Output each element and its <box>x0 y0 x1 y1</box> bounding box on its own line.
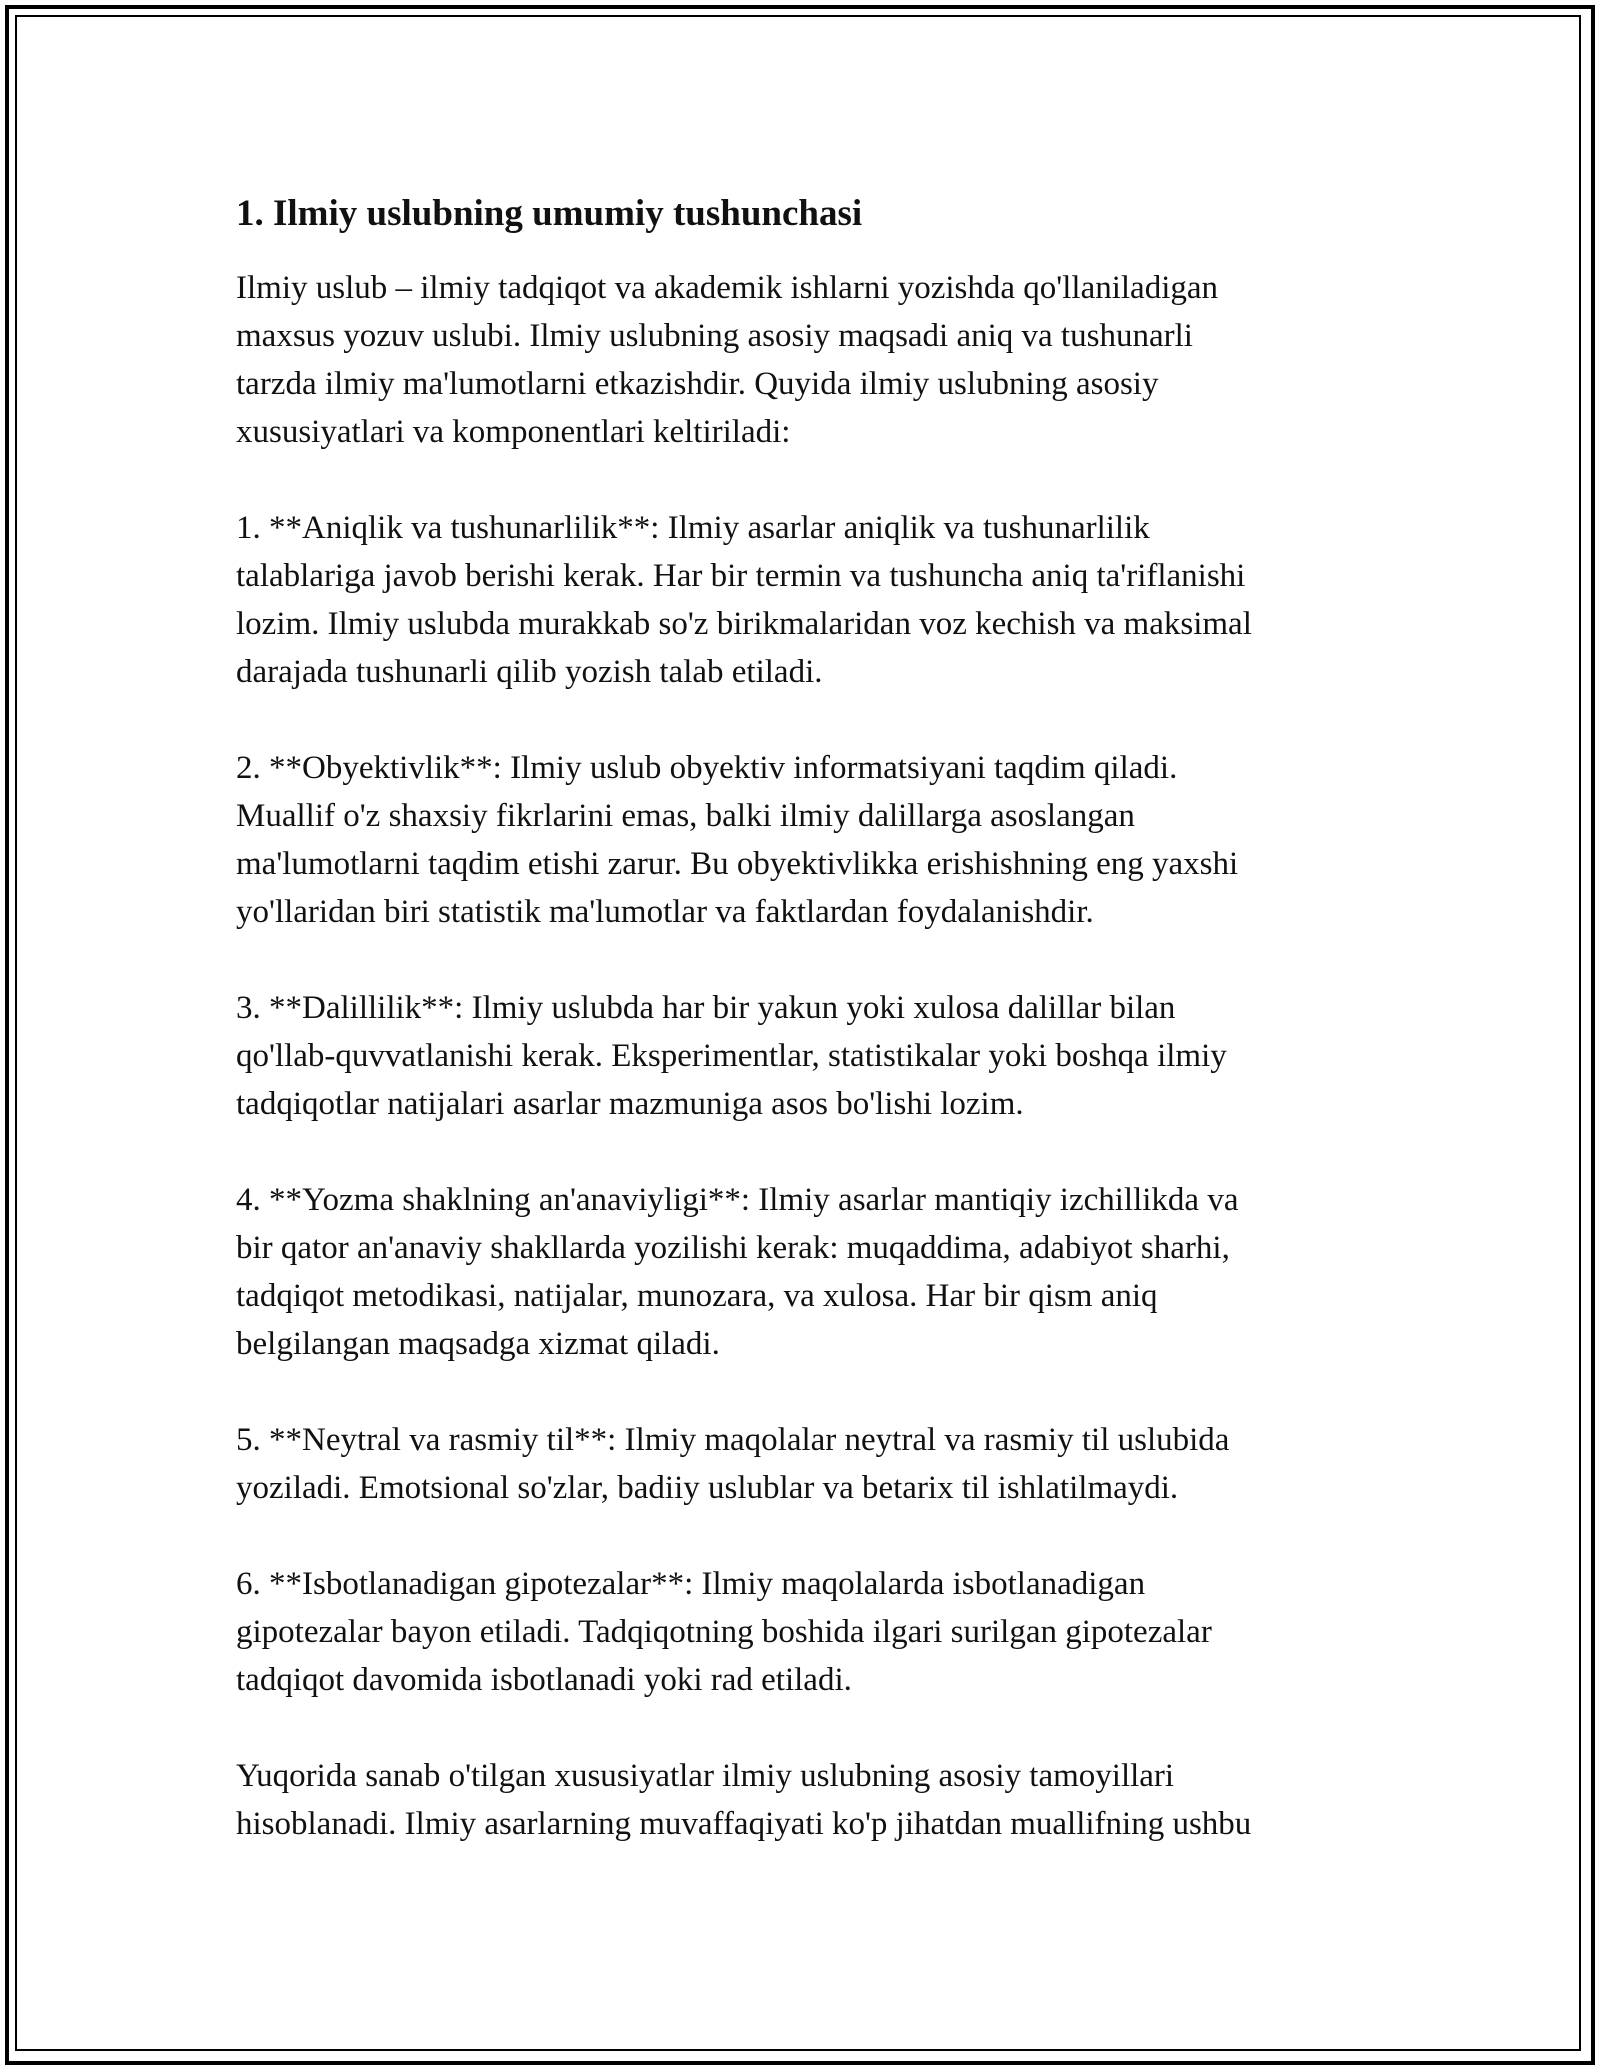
paragraph-4 <box>236 984 1386 1128</box>
text-line: 2. **Obyektivlik**: Ilmiy uslub obyektiv informatsiyani taqdim qiladi. <box>236 750 1178 786</box>
text-line: tadqiqotlar natijalari asarlar mazmuniga asos bo'lishi lozim. <box>236 1086 1024 1122</box>
section-heading: 1. Ilmiy uslubning umumiy tushunchasi <box>236 193 863 234</box>
text-line: yo'llaridan biri statistik ma'lumotlar va faktlardan foydalanishdir. <box>236 894 1094 930</box>
text-line: 3. **Dalillilik**: Ilmiy uslubda har bir yakun yoki xulosa dalillar bilan <box>236 990 1176 1026</box>
text-line: hisoblanadi. Ilmiy asarlarning muvaffaqiyati ko'p jihatdan muallifning ushbu <box>236 1806 1252 1842</box>
text-line: Muallif o'z shaxsiy fikrlarini emas, balki ilmiy dalillarga asoslangan <box>236 798 1135 834</box>
paragraph-6 <box>236 1416 1386 1512</box>
text-line: bir qator an'anaviy shakllarda yozilishi kerak: muqaddima, adabiyot sharhi, <box>236 1230 1230 1266</box>
text-line: Ilmiy uslub – ilmiy tadqiqot va akademik ishlarni yozishda qo'llaniladigan <box>236 270 1219 306</box>
paragraph-list <box>236 264 1386 1848</box>
text-line: qo'llab-quvvatlanishi kerak. Eksperimentlar, statistikalar yoki boshqa ilmiy <box>236 1038 1227 1074</box>
text-line: tarzda ilmiy ma'lumotlarni etkazishdir. Quyida ilmiy uslubning asosiy <box>236 366 1159 402</box>
text-line: 6. **Isbotlanadigan gipotezalar**: Ilmiy maqolalarda isbotlanadigan <box>236 1566 1146 1602</box>
text-line: darajada tushunarli qilib yozish talab etiladi. <box>236 654 823 690</box>
text-line: tadqiqot davomida isbotlanadi yoki rad etiladi. <box>236 1662 852 1698</box>
paragraph-8 <box>236 1752 1386 1848</box>
text-line: yoziladi. Emotsional so'zlar, badiiy uslublar va betarix til ishlatilmaydi. <box>236 1470 1179 1506</box>
text-line: lozim. Ilmiy uslubda murakkab so'z birikmalaridan voz kechish va maksimal <box>236 606 1252 642</box>
text-line: ma'lumotlarni taqdim etishi zarur. Bu obyektivlikka erishishning eng yaxshi <box>236 846 1239 882</box>
paragraph-3 <box>236 744 1386 936</box>
text-line: xususiyatlari va komponentlari keltiriladi: <box>236 414 791 450</box>
text-line: Yuqorida sanab o'tilgan xususiyatlar ilmiy uslubning asosiy tamoyillari <box>236 1758 1175 1794</box>
text-line: belgilangan maqsadga xizmat qiladi. <box>236 1326 720 1362</box>
text-line: gipotezalar bayon etiladi. Tadqiqotning boshida ilgari surilgan gipotezalar <box>236 1614 1212 1650</box>
text-line: 1. **Aniqlik va tushunarlilik**: Ilmiy asarlar aniqlik va tushunarlilik <box>236 510 1150 546</box>
paragraph-5 <box>236 1176 1386 1368</box>
document-body <box>236 186 1386 1896</box>
text-line: tadqiqot metodikasi, natijalar, munozara, va xulosa. Har bir qism aniq <box>236 1278 1158 1314</box>
text-line: maxsus yozuv uslubi. Ilmiy uslubning asosiy maqsadi aniq va tushunarli <box>236 318 1193 354</box>
text-line: talablariga javob berishi kerak. Har bir termin va tushuncha aniq ta'riflanishi <box>236 558 1246 594</box>
paragraph-2 <box>236 504 1386 696</box>
text-line: 4. **Yozma shaklning an'anaviyligi**: Ilmiy asarlar mantiqiy izchillikda va <box>236 1182 1239 1218</box>
paragraph-7 <box>236 1560 1386 1704</box>
paragraph-1 <box>236 264 1386 456</box>
text-line: 5. **Neytral va rasmiy til**: Ilmiy maqolalar neytral va rasmiy til uslubida <box>236 1422 1230 1458</box>
